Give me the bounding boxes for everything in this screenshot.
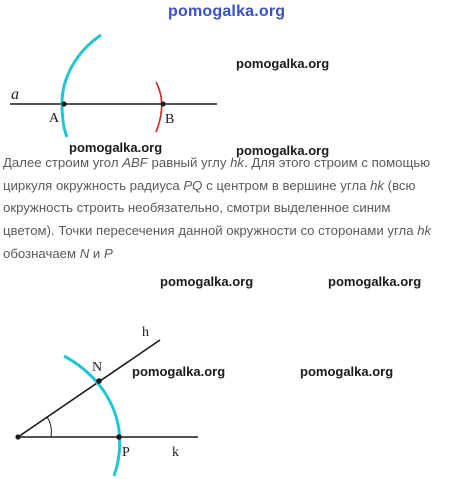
point-n-ref: N [79,245,90,261]
ray-h-label: h [142,325,149,340]
para-text-5: (всю окружность строить необязательно, смотри выделенное синим цветом). Точки пересечения данной окружности со сторонами угла [3,177,418,239]
point-p-label: P [122,445,130,460]
para-text-6: обозначаем [3,245,80,261]
site-watermark-top[interactable]: pomogalka.org [168,3,286,20]
point-a-dot [61,101,66,106]
watermark-1[interactable]: pomogalka.org [236,56,330,71]
arc-cyan-compass [62,35,101,137]
angle-hk: hk [230,155,245,170]
angle-hk-2: hk [370,177,385,193]
point-b-dot [160,101,165,106]
angle-hk-3: hk [417,223,432,239]
watermark-5[interactable]: pomogalka.org [328,274,422,289]
watermark-3[interactable]: pomogalka.org [236,143,330,158]
para-text-1: Далее строим угол [3,155,123,170]
point-p-ref: P [103,245,113,261]
point-p-dot [116,434,122,440]
arc-red-compass [156,82,162,132]
para-text-7: и [89,245,104,261]
instruction-paragraph [3,152,445,266]
angle-abf: ABF [122,155,148,170]
radius-pq: PQ [183,177,203,193]
watermark-4[interactable]: pomogalka.org [160,274,254,289]
watermark-2[interactable]: pomogalka.org [69,140,163,155]
watermark-6[interactable]: pomogalka.org [132,364,226,379]
figure-line-a [0,0,449,140]
point-a-label: A [49,111,60,126]
vertex-dot [15,434,20,439]
ray-h [18,340,160,437]
point-n-label: N [92,360,103,375]
point-n-dot [96,378,102,384]
angle-marker-arc [47,417,51,437]
para-text-4: с центром в вершине угла [202,177,371,193]
para-text-2: равный углу [147,155,231,170]
watermark-7[interactable]: pomogalka.org [300,364,394,379]
para-text-3: . Для этого строим с помощью циркуля окружность радиуса [3,155,431,193]
figure-angle-hk [0,310,449,479]
point-b-label: B [165,112,175,127]
line-a-label: a [11,86,19,103]
ray-k-label: k [172,445,179,460]
